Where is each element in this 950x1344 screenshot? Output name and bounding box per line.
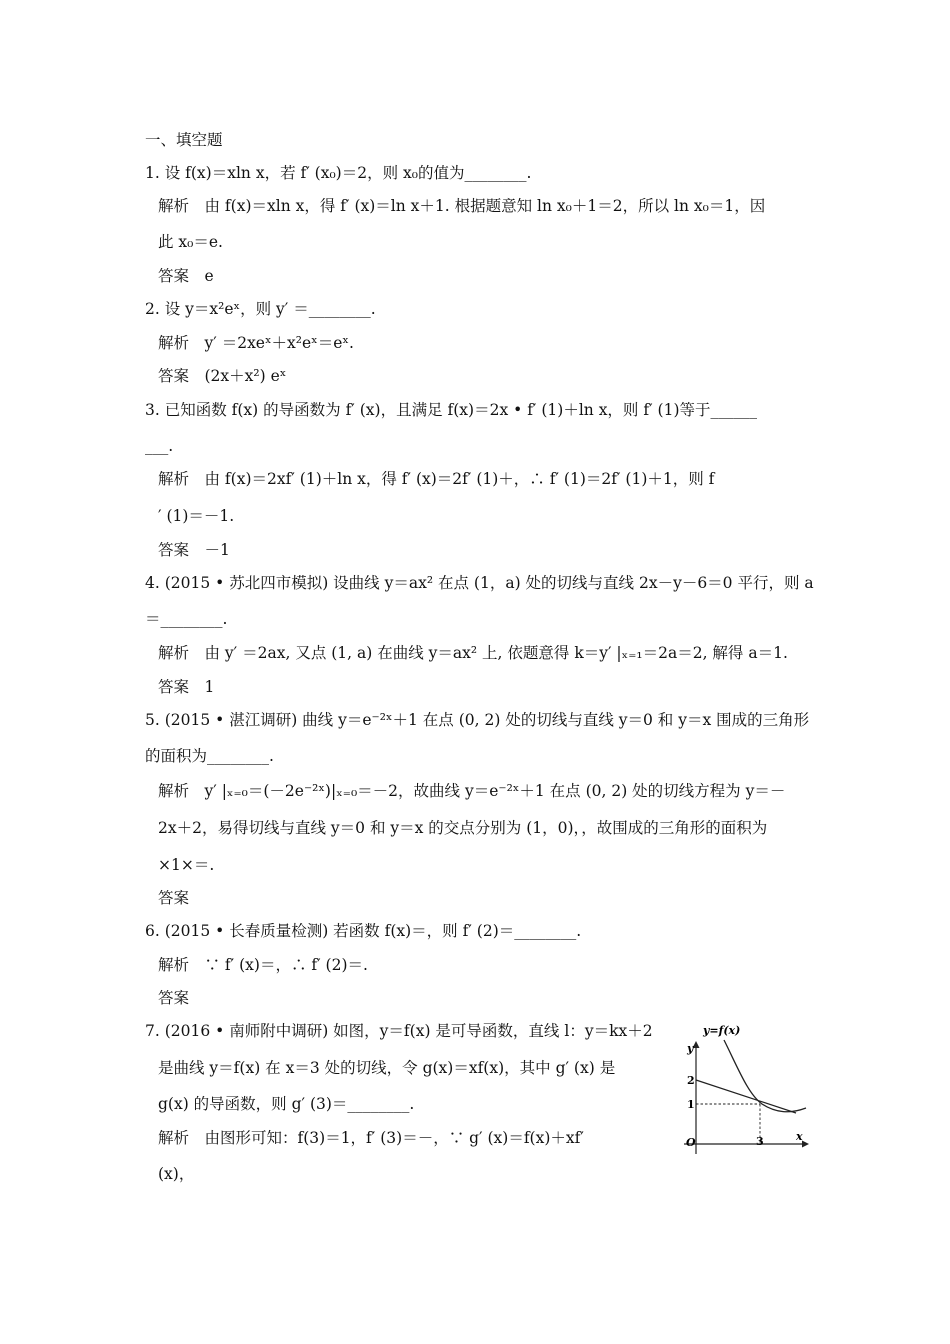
q7-question-2: 是曲线 y＝f(x) 在 x＝3 处的切线，令 g(x)＝xf(x)，其中 g′ (x) 是 bbox=[158, 1059, 616, 1077]
tick-y-1: 1 bbox=[687, 1098, 695, 1111]
origin-label: O bbox=[686, 1136, 696, 1149]
y-axis-arrow bbox=[693, 1041, 700, 1048]
q7-question-3: g(x) 的导函数，则 g′ (3)＝________. bbox=[158, 1095, 415, 1113]
section-title: 一、填空题 bbox=[145, 131, 223, 149]
q3-answer: 答案 －1 bbox=[158, 541, 230, 559]
q5-analysis-2: 2x＋2，易得切线与直线 y＝0 和 y＝x 的交点分别为 (1，0)，，故围成的三角形的面积为 bbox=[158, 819, 768, 837]
q1-question: 1. 设 f(x)＝xln x，若 f′ (x₀)＝2，则 x₀的值为________. bbox=[145, 164, 532, 182]
q3-question-1: 3. 已知函数 f(x) 的导函数为 f′ (x)，且满足 f(x)＝2x • f′ (1)＋ln x，则 f′ (1)等于______ bbox=[145, 401, 758, 419]
x-axis-label: x bbox=[796, 1130, 803, 1143]
q4-question-2: ＝________. bbox=[145, 610, 228, 628]
q7-analysis-2: (x)， bbox=[158, 1165, 195, 1183]
q4-answer: 答案 1 bbox=[158, 678, 215, 696]
q3-question-2: ___. bbox=[145, 437, 174, 455]
q2-answer: 答案 (2x＋x²) eˣ bbox=[158, 367, 287, 385]
q6-analysis: 解析 ∵ f′ (x)＝，∴ f′ (2)＝. bbox=[158, 956, 368, 974]
tangent-line-figure bbox=[676, 1024, 816, 1154]
q6-answer: 答案 bbox=[158, 989, 190, 1007]
q7-question-1: 7. (2016 • 南师附中调研) 如图，y＝f(x) 是可导函数，直线 l：y＝kx＋2 bbox=[145, 1022, 653, 1040]
q5-question-2: 的面积为________. bbox=[145, 747, 274, 765]
curve-label: y=f(x) bbox=[703, 1024, 741, 1037]
q3-analysis-2: ′ (1)＝－1. bbox=[158, 507, 235, 525]
tick-x-3: 3 bbox=[756, 1135, 764, 1148]
curve-f bbox=[724, 1040, 806, 1112]
tick-y-2: 2 bbox=[687, 1074, 695, 1087]
q1-analysis-1: 解析 由 f(x)＝xln x，得 f′ (x)＝ln x＋1. 根据题意知 ln x₀＋1＝2，所以 ln x₀＝1，因 bbox=[158, 197, 766, 215]
q5-question-1: 5. (2015 • 湛江调研) 曲线 y＝e⁻²ˣ＋1 在点 (0, 2) 处的切线与直线 y＝0 和 y＝x 围成的三角形 bbox=[145, 711, 810, 729]
q5-answer: 答案 bbox=[158, 889, 190, 907]
q4-analysis: 解析 由 y′ ＝2ax, 又点 (1, a) 在曲线 y＝ax² 上, 依题意得 k＝y′ |ₓ₌₁＝2a＝2, 解得 a＝1. bbox=[158, 644, 788, 662]
q4-question-1: 4. (2015 • 苏北四市模拟) 设曲线 y＝ax² 在点 (1，a) 处的切线与直线 2x－y－6＝0 平行，则 a bbox=[145, 574, 814, 592]
q7-analysis-1: 解析 由图形可知：f(3)＝1，f′ (3)＝－，∵ g′ (x)＝f(x)＋xf′ bbox=[158, 1129, 584, 1147]
q1-answer: 答案 e bbox=[158, 267, 214, 285]
q2-analysis: 解析 y′ ＝2xeˣ＋x²eˣ＝eˣ. bbox=[158, 334, 354, 352]
q3-analysis-1: 解析 由 f(x)＝2xf′ (1)＋ln x，得 f′ (x)＝2f′ (1)＋，∴ f′ (1)＝2f′ (1)＋1，则 f bbox=[158, 470, 715, 488]
x-axis-arrow bbox=[802, 1141, 809, 1148]
y-axis-label: y bbox=[687, 1042, 694, 1055]
q2-question: 2. 设 y＝x²eˣ，则 y′ ＝________. bbox=[145, 300, 376, 318]
q5-analysis-3: ×1×＝. bbox=[158, 856, 215, 874]
q5-analysis-1: 解析 y′ |ₓ₌₀＝(－2e⁻²ˣ)|ₓ₌₀＝－2，故曲线 y＝e⁻²ˣ＋1 在点 (0, 2) 处的切线方程为 y＝－ bbox=[158, 782, 786, 800]
q6-question: 6. (2015 • 长春质量检测) 若函数 f(x)＝，则 f′ (2)＝________. bbox=[145, 922, 582, 940]
q1-analysis-2: 此 x₀＝e. bbox=[158, 233, 223, 251]
